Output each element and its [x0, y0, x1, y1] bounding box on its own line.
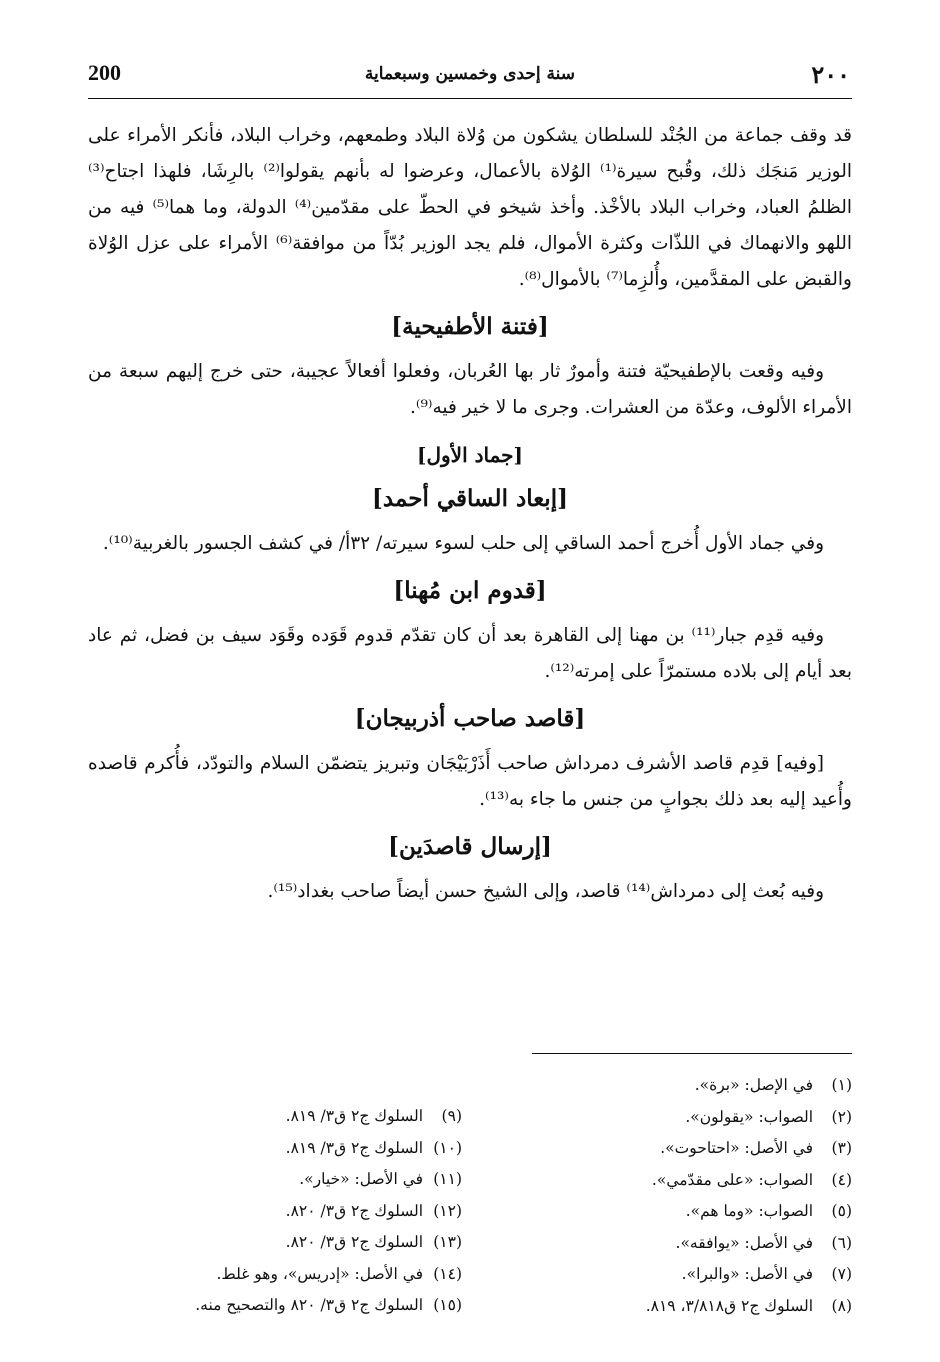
- section-title: [فتنة الأطفيحية]: [391, 313, 549, 340]
- main-text: [88, 118, 852, 910]
- running-title: سنة إحدى وخمسين وسبعماية: [364, 64, 576, 84]
- section-paragraph: وفيه قدِم جبار⁽¹¹⁾ بن مهنا إلى القاهرة بعد أن كان تقدّم قدوم قَوَده وقَوَد سيف بن فضل، ثم عاد بعد أيام إلى بلاده مستمرّاً على إمرته⁽¹²⁾.: [88, 625, 852, 682]
- section-paragraph: وفي جماد الأول أُخرج أحمد الساقي إلى حلب لسوء سيرته/ ٣٢أ/ في كشف الجسور بالغربية⁽¹⁰⁾.: [102, 533, 824, 554]
- page-header: [88, 58, 852, 99]
- footnote: (١) في الإصل: «برة».: [694, 1076, 852, 1094]
- footnote: (٩) السلوك ج٢ ق٣/ ٨١٩.: [285, 1107, 462, 1125]
- footnotes-right-column: [512, 1070, 852, 1322]
- footnote: (٤) الصواب: «على مقدّمي».: [651, 1170, 852, 1189]
- footnote: (٧) في الأصل: «والبرا».: [681, 1265, 852, 1283]
- section-paragraph: وفيه بُعث إلى دمرداش⁽¹⁴⁾ قاصد، وإلى الشيخ حسن أيضاً صاحب بغداد⁽¹⁵⁾.: [267, 881, 824, 902]
- footnote: (١٢) السلوك ج٢ ق٣/ ٨٢٠.: [285, 1201, 462, 1220]
- footnote: (٢) الصواب: «يقولون».: [685, 1107, 852, 1126]
- footnote: (٨) السلوك ج٢ ق٣/٨١٨، ٨١٩.: [645, 1296, 852, 1315]
- footnote-separator: [532, 1053, 852, 1054]
- month-heading: [جماد الأول]: [417, 443, 523, 467]
- section-paragraph: وفيه وقعت بالإطفيحيّة فتنة وأمورٌ ثار بها العُربان، وفعلوا أفعالاً عجيبة، حتى خرج إليهم سبعة من الأمراء الألوف، وعدّة من العشرات. وجرى ما لا خير فيه⁽⁹⁾.: [88, 361, 852, 418]
- section-title: [قدوم ابن مُهنا]: [393, 577, 547, 604]
- page-number-arabic: ٢٠٠: [811, 60, 850, 89]
- footnote: (١٥) السلوك ج٢ ق٣/ ٨٢٠ والتصحيح منه.: [195, 1296, 462, 1314]
- section-paragraph: [وفيه] قدِم قاصد الأشرف دمرداش صاحب أَذَرْبَيْجَان وتبريز يتضمّن السلام والتودّد، فأُكرم قاصده وأُعيد إليه بعد ذلك بجوابٍ من جنس ما جاء به⁽¹³⁾.: [88, 753, 852, 810]
- page-number-latin: 200: [88, 60, 121, 85]
- section-title: [قاصد صاحب أذربيجان]: [354, 705, 586, 732]
- footnotes-left-column: [102, 1101, 462, 1322]
- section-title: [إبعاد الساقي أحمد]: [372, 485, 568, 512]
- footnote: (١٠) السلوك ج٢ ق٣/ ٨١٩.: [285, 1138, 462, 1157]
- footnote: (٥) الصواب: «وما هم».: [685, 1202, 852, 1220]
- footnote: (١٤) في الأصل: «إدريس»، وهو غلط.: [216, 1264, 462, 1283]
- footnote: (١٣) السلوك ج٢ ق٣/ ٨٢٠.: [285, 1233, 462, 1251]
- section-title: [إرسال قاصدَين]: [388, 833, 552, 860]
- footnote: (٣) في الأصل: «احتاحوت».: [660, 1139, 852, 1157]
- intro-paragraph: قد وقف جماعة من الجُنْد للسلطان يشكون من وُلاة البلاد وطمعهم، وخراب البلاد، فأنكر الأمراء على الوزير مَنجَك ذلك، وقُبح سيرة⁽¹⁾ الوُلاة بالأعمال، وعرضوا له بأنهم يقولوا⁽²⁾ بالرِشَا، فلهذا اجتاح⁽³⁾ الظلمُ العباد، وخراب البلاد بالأخْذ. وأخذ شيخو في الحطّ على مقدّمين⁽⁴⁾ الدولة، وما هما⁽⁵⁾ فيه من اللهو والانهماك في اللذّات وكثرة الأموال، فلم يجد الوزير بُدّاً من موافقة⁽⁶⁾ الأمراء على عزل الوُلاة والقبض على المقدَّمين، وأُلزِما⁽⁷⁾ بالأموال⁽⁸⁾.: [88, 125, 852, 290]
- footnote: (١١) في الأصل: «خيار».: [299, 1170, 462, 1188]
- footnote: (٦) في الأصل: «يوافقه».: [675, 1233, 852, 1252]
